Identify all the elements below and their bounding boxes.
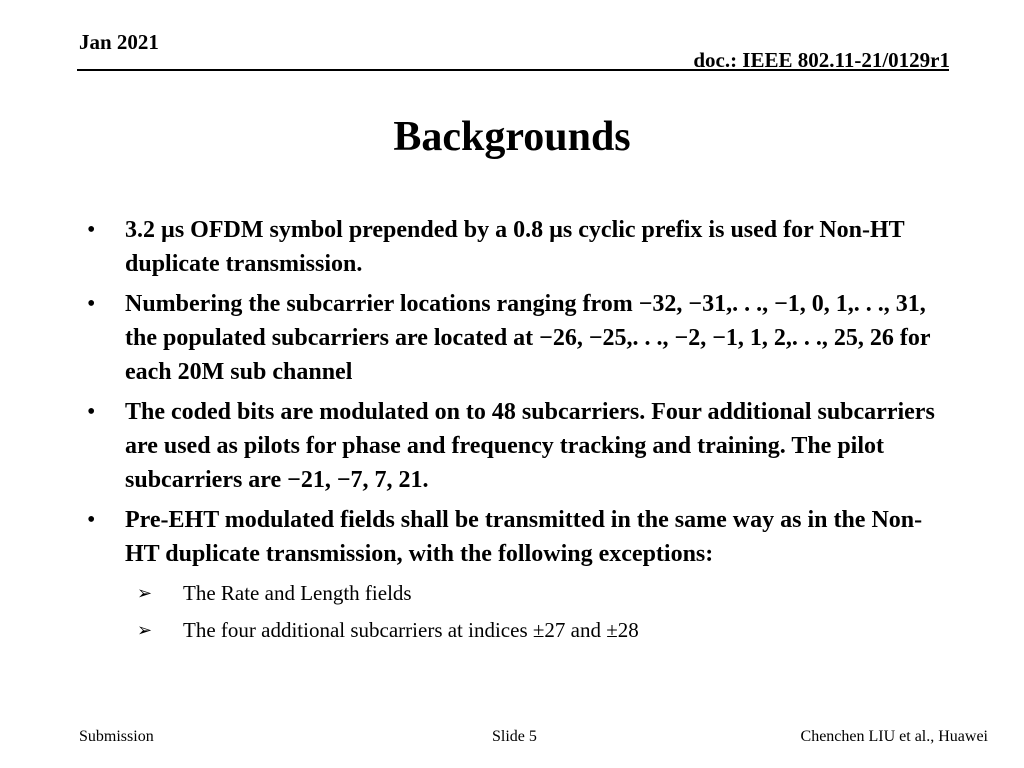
footer-author: Chenchen LIU et al., Huawei [800,728,988,745]
bullet-item [87,503,947,649]
bullet-dot-icon: • [87,291,96,317]
bullet-item [87,287,947,389]
sub-bullet-item [137,575,947,612]
slide-number: Slide 5 [492,728,537,745]
bullet-text: The coded bits are modulated on to 48 subcarriers. Four additional subcarriers are used as pilots for phase and frequency tracking and training. The pilot subcarriers are −21, −7, 7, 21. [125,399,935,493]
bullet-item [87,395,947,497]
arrow-bullet-icon: ➢ [137,583,153,604]
sub-bullet-text: The four additional subcarriers at indices ±27 and ±28 [183,618,639,642]
bullet-dot-icon: • [87,507,96,533]
arrow-bullet-icon: ➢ [137,620,153,641]
bullet-text: 3.2 µs OFDM symbol prepended by a 0.8 µs cyclic prefix is used for Non-HT duplicate transmission. [125,217,905,277]
sub-bullet-item [137,612,947,649]
header-divider [77,69,949,71]
header-date: Jan 2021 [79,30,159,54]
bullet-list [87,213,947,655]
bullet-dot-icon: • [87,399,96,425]
footer-submission: Submission [79,728,154,745]
document-id: doc.: IEEE 802.11-21/0129r1 [693,48,950,72]
slide-title: Backgrounds [393,114,631,160]
bullet-text: Numbering the subcarrier locations ranging from −32, −31,. . ., −1, 0, 1,. . ., 31, the populated subcarriers are located at −26, −25,. . ., −2, −1, 1, 2,. . ., 25, 26 for each 20M sub channel [125,291,931,385]
sub-bullet-list [125,575,947,649]
sub-bullet-text: The Rate and Length fields [183,581,412,605]
bullet-item [87,213,947,281]
bullet-dot-icon: • [87,217,96,243]
bullet-text: Pre-EHT modulated fields shall be transmitted in the same way as in the Non-HT duplicate transmission, with the following exceptions: [125,507,923,567]
